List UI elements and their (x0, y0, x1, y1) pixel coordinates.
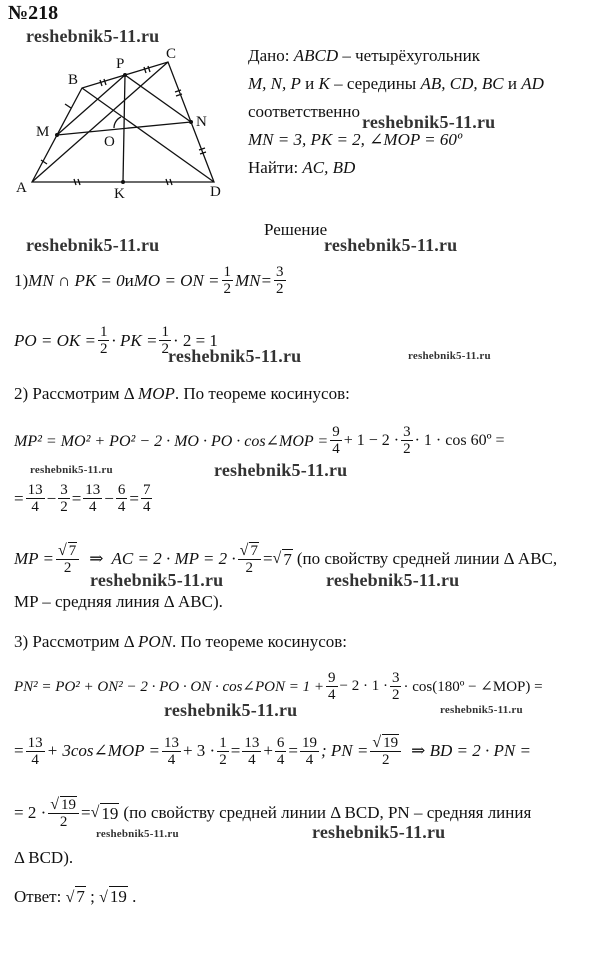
find-line: Найти: AC, BD (248, 158, 356, 177)
watermark: reshebnik5-11.ru (362, 112, 496, 132)
step-3-title: 3) Рассмотрим Δ PON. По теореме косинусов: (14, 632, 347, 651)
given-line-1: Дано: ABCD – четырёхугольник (248, 46, 480, 65)
step-3-eq3: = 2 · $\frac{√ 19}{2}$ = √ 19 (по свойству средней линии Δ BCD, PN – средняя линия (14, 796, 532, 830)
watermark: reshebnik5-11.ru (90, 570, 224, 590)
step-2-eq2: = $\frac{13}{4}$ − $\frac{3}{2}$ = $\frac{13}{4}$ − $\frac{6}{4}$ = $\frac{7}{4}$ (14, 482, 151, 515)
problem-number: №218 (8, 2, 59, 24)
given-line-3: соответственно (248, 102, 361, 121)
given-line-2: M, N, P и K – середины AB, CD, BC и AD (248, 74, 544, 93)
label-d: D (210, 184, 221, 200)
point-p (123, 73, 127, 77)
watermark: reshebnik5-11.ru (168, 346, 302, 366)
step-1-line: 1) MN ∩ PK = 0 и MO = ON = $\frac{1}{2}$ MN= $\frac{3}{2}$ (14, 264, 284, 297)
label-c: C (166, 46, 177, 62)
watermark: reshebnik5-11.ru (30, 464, 113, 476)
watermark: reshebnik5-11.ru (324, 235, 458, 255)
step-3-eq2: = $\frac{13}{4}$ + 3cos∠MOP = $\frac{13}{4}$ + 3 · $\frac{1}{2}$ = $\frac{13}{4}$ + $\frac{6}{4}$ = $\frac{19}{4}$ ; PN = $\frac{√ 19}{2}$ ⇒ BD = 2 · PN = (14, 734, 531, 768)
point-k (121, 180, 125, 184)
label-n: N (196, 114, 207, 130)
watermark: reshebnik5-11.ru (214, 460, 348, 480)
label-p: P (116, 56, 125, 72)
step-2-title: 2) Рассмотрим Δ MOP. По теореме косинусов: (14, 384, 350, 403)
watermark: reshebnik5-11.ru (440, 704, 523, 716)
step-1b-line: PO = OK = $\frac{1}{2}$ · PK = $\frac{1}{2}$ · 2 = 1 (14, 324, 218, 357)
label-b: B (68, 72, 79, 88)
point-n (189, 120, 193, 124)
point-m (55, 133, 59, 137)
watermark: reshebnik5-11.ru (164, 700, 298, 720)
label-k: K (114, 186, 125, 202)
solution-title: Решение (264, 220, 328, 239)
watermark: reshebnik5-11.ru (408, 350, 491, 362)
step-3-note: Δ BCD). (14, 848, 74, 867)
watermark: reshebnik5-11.ru (312, 822, 446, 842)
angle-arc (114, 117, 121, 128)
watermark: reshebnik5-11.ru (26, 26, 160, 46)
step-2-mp: MP = $\frac{√ 7}{2}$ ⇒ AC = 2 · MP = 2 · $\frac{√ 7}{2}$ = √ 7 (по свойству средней линии Δ ABC, (14, 542, 558, 576)
label-a: A (16, 180, 27, 196)
step-2-eq1: MP² = MO² + PO² − 2 · MO · PO · cos∠MOP = $\frac{9}{4}$ + 1 − 2 · 3 2 · 1 · cos 60º = (14, 424, 505, 457)
diagonal-bd (82, 88, 214, 182)
answer-line: Ответ: √ 7 ; √ 19 . (14, 887, 137, 906)
given-line-4: MN = 3, PK = 2, ∠MOP = 60º (248, 130, 463, 149)
segment-pn (125, 75, 191, 122)
watermark: reshebnik5-11.ru (326, 570, 460, 590)
step-2-note: MP – средняя линия Δ ABC). (14, 592, 223, 611)
step-3-eq1: PN² = PO² + ON² − 2 · PO · ON · cos∠PON = 1 + $\frac{9}{4}$ − 2 · 1 · 3 2 · cos(180º − ∠MOP) = (14, 670, 543, 703)
label-o: O (104, 134, 115, 150)
watermark: reshebnik5-11.ru (26, 235, 160, 255)
label-m: M (36, 124, 50, 140)
watermark: reshebnik5-11.ru (96, 828, 179, 840)
